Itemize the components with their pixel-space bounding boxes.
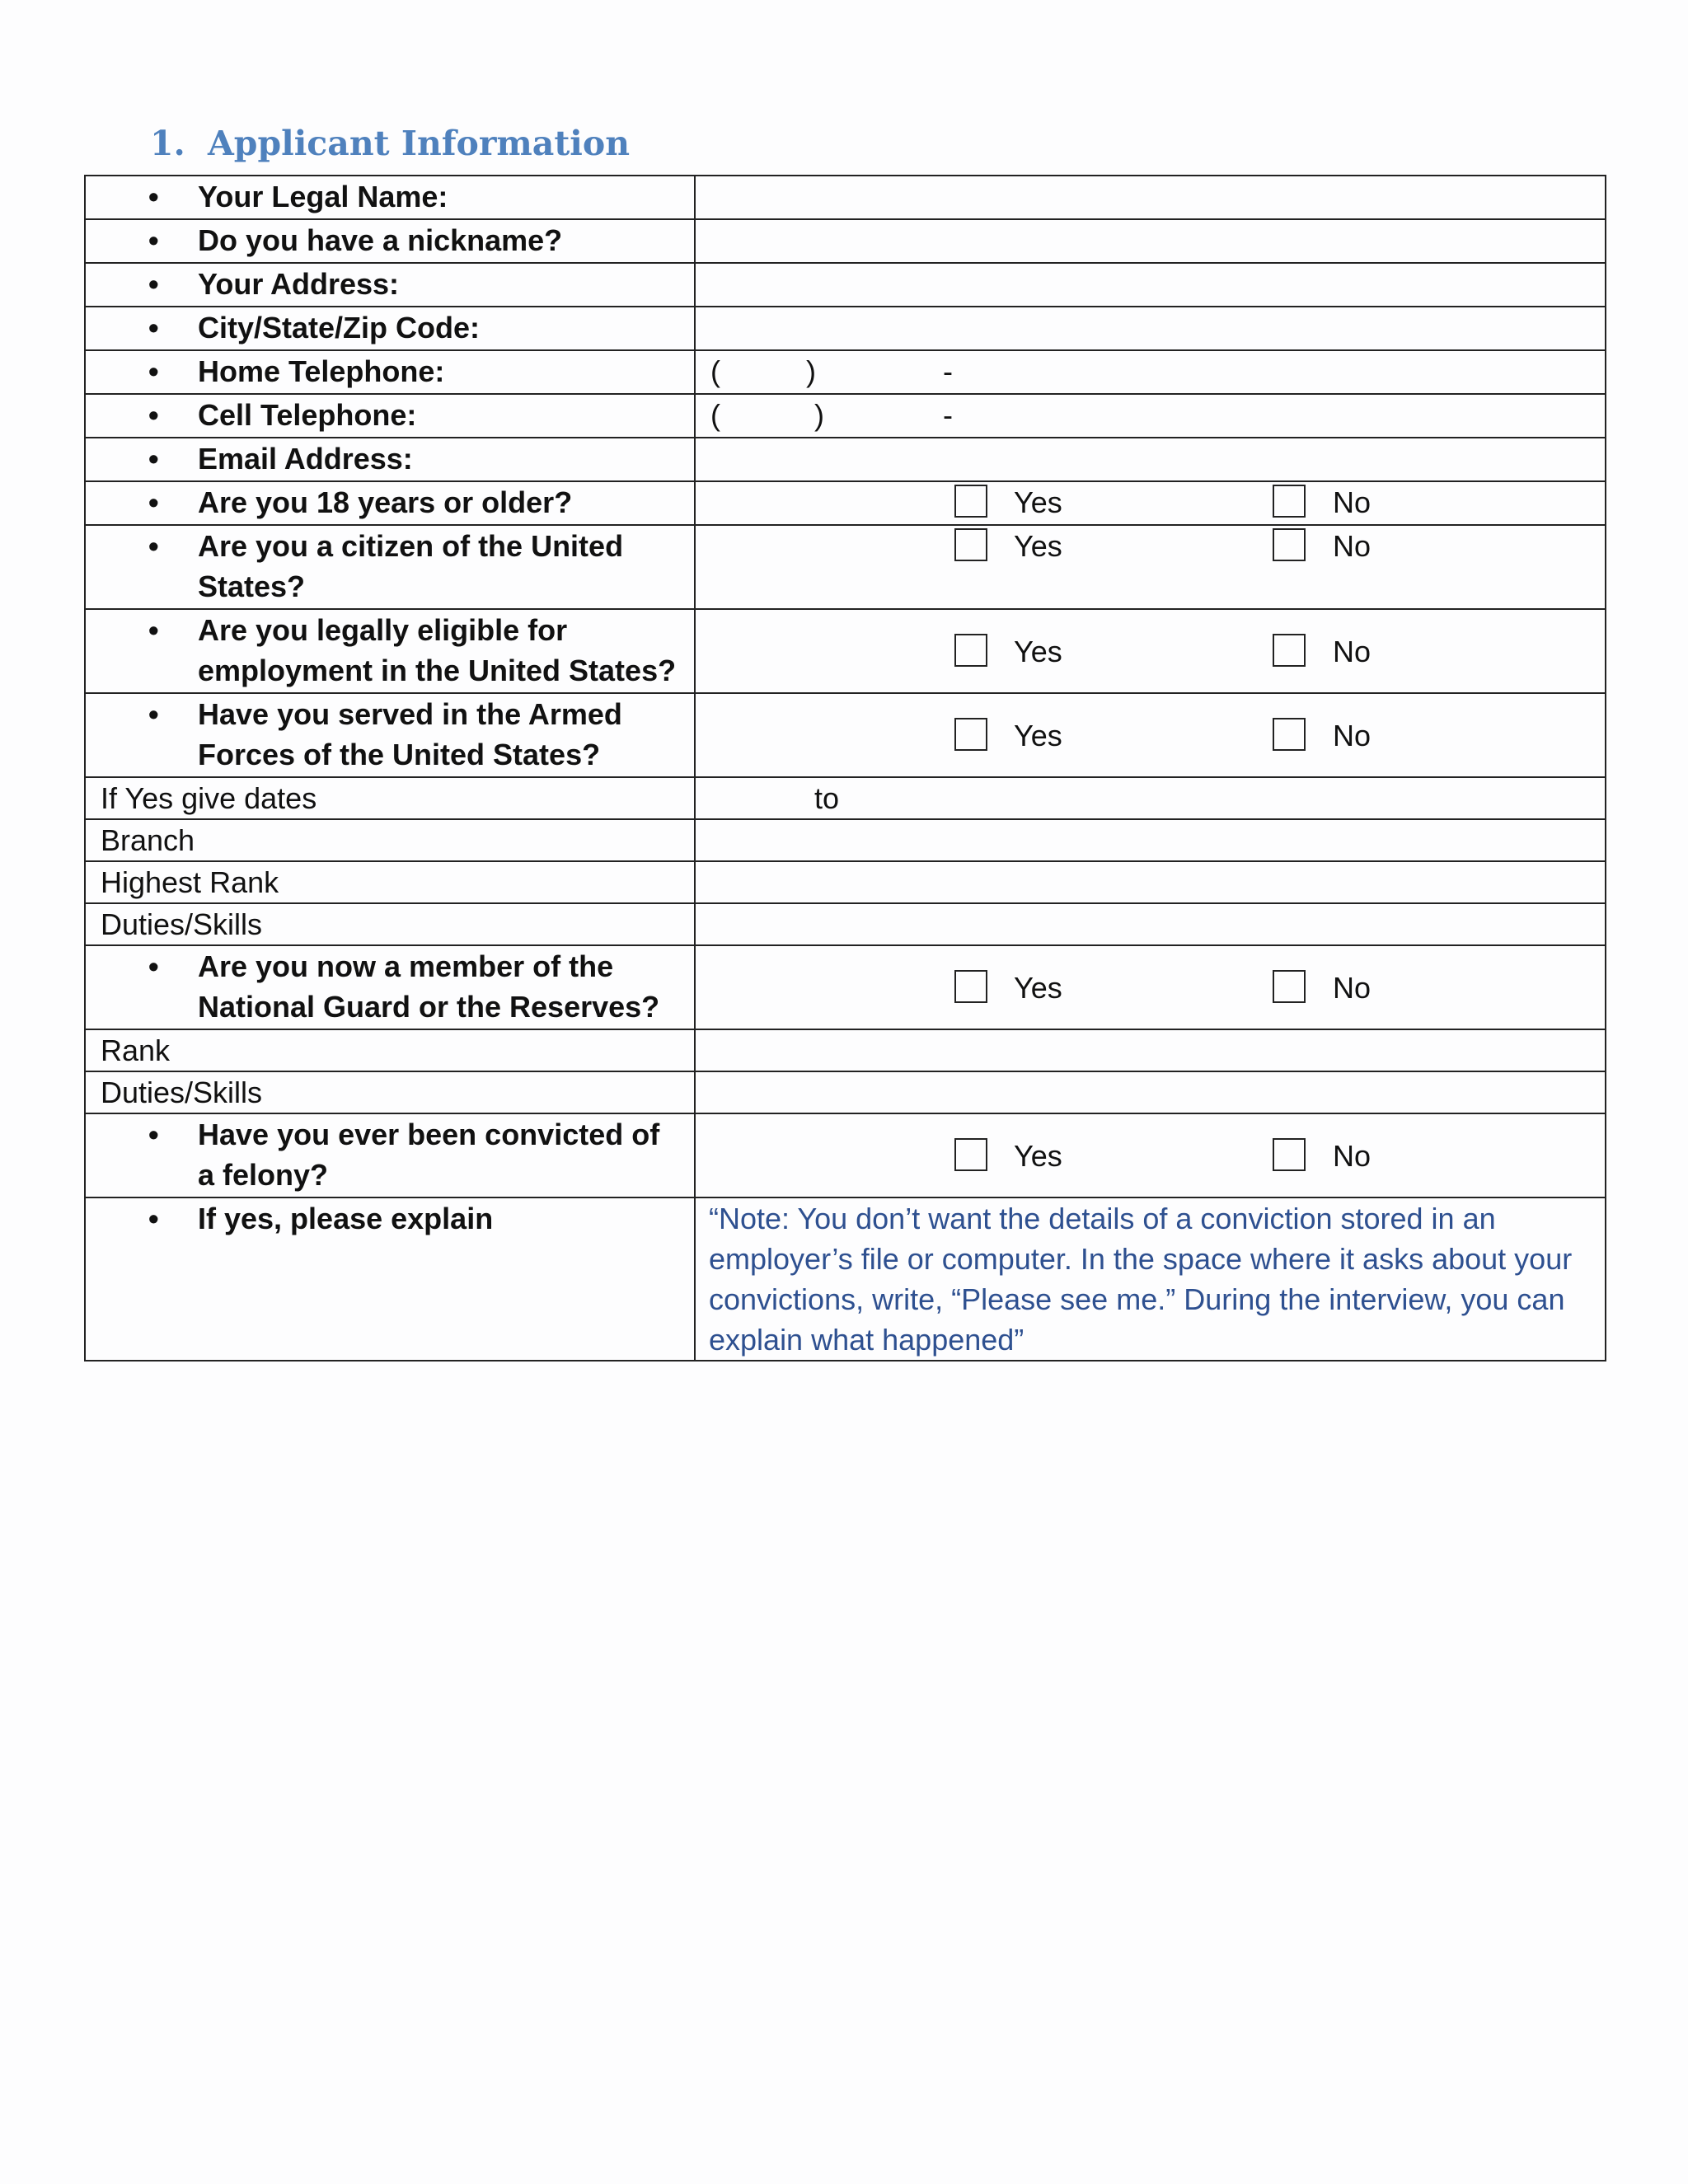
eligible-label: Are you legally eligible for employment in the United States? bbox=[198, 613, 677, 687]
table-row bbox=[85, 1197, 1606, 1361]
yes-label: Yes bbox=[1014, 529, 1062, 563]
explain-field[interactable] bbox=[695, 1197, 1606, 1361]
question-cell bbox=[85, 219, 695, 263]
table-row bbox=[85, 263, 1606, 307]
branch-field[interactable] bbox=[695, 819, 1606, 861]
question-cell bbox=[85, 1029, 695, 1071]
guard-reserves-answer bbox=[695, 945, 1606, 1029]
table-row bbox=[85, 819, 1606, 861]
section-number: 1. bbox=[150, 124, 185, 163]
felony-yes-checkbox[interactable] bbox=[954, 1138, 987, 1171]
question-cell bbox=[85, 1197, 695, 1361]
phone-dash: - bbox=[943, 398, 953, 432]
eligible-no-checkbox[interactable] bbox=[1273, 634, 1306, 667]
guard-reserves-label: Are you now a member of the National Guard or the Reserves? bbox=[198, 949, 660, 1024]
table-row bbox=[85, 481, 1606, 525]
question-cell bbox=[85, 263, 695, 307]
address-field[interactable] bbox=[695, 263, 1606, 307]
phone-open-paren: ( bbox=[710, 398, 720, 432]
question-cell bbox=[85, 481, 695, 525]
armed-forces-yes-checkbox[interactable] bbox=[954, 718, 987, 751]
table-row bbox=[85, 693, 1606, 777]
nickname-field[interactable] bbox=[695, 219, 1606, 263]
table-row bbox=[85, 861, 1606, 903]
table-row bbox=[85, 1113, 1606, 1197]
home-phone-label: Home Telephone: bbox=[198, 354, 445, 388]
eligible-answer bbox=[695, 609, 1606, 693]
cell-phone-label: Cell Telephone: bbox=[198, 398, 417, 432]
explain-label: If yes, please explain bbox=[198, 1202, 494, 1235]
nickname-label: Do you have a nickname? bbox=[198, 223, 563, 257]
question-cell bbox=[85, 609, 695, 693]
highest-rank-label: Highest Rank bbox=[101, 865, 279, 899]
guard-reserves-yes-checkbox[interactable] bbox=[954, 970, 987, 1003]
age-18-answer bbox=[695, 481, 1606, 525]
table-row bbox=[85, 219, 1606, 263]
question-cell bbox=[85, 777, 695, 819]
no-label: No bbox=[1333, 635, 1372, 668]
bullet-icon: • bbox=[148, 529, 159, 563]
question-cell bbox=[85, 903, 695, 945]
citizen-label: Are you a citizen of the United States? bbox=[198, 529, 624, 603]
no-label: No bbox=[1333, 529, 1372, 563]
guard-duties-field[interactable] bbox=[695, 1071, 1606, 1113]
question-cell bbox=[85, 438, 695, 481]
city-state-zip-field[interactable] bbox=[695, 307, 1606, 350]
question-cell bbox=[85, 350, 695, 394]
legal-name-field[interactable] bbox=[695, 176, 1606, 219]
service-dates-field[interactable] bbox=[695, 777, 1606, 819]
question-cell bbox=[85, 176, 695, 219]
bullet-icon: • bbox=[148, 485, 159, 519]
eligible-yes-checkbox[interactable] bbox=[954, 634, 987, 667]
question-cell bbox=[85, 861, 695, 903]
table-row bbox=[85, 903, 1606, 945]
no-label: No bbox=[1333, 719, 1372, 752]
highest-rank-field[interactable] bbox=[695, 861, 1606, 903]
bullet-icon: • bbox=[148, 354, 159, 388]
no-label: No bbox=[1333, 971, 1372, 1005]
age-18-no-checkbox[interactable] bbox=[1273, 485, 1306, 518]
if-yes-dates-label: If Yes give dates bbox=[101, 781, 317, 815]
armed-forces-label: Have you served in the Armed Forces of the United States? bbox=[198, 697, 622, 771]
bullet-icon: • bbox=[148, 311, 159, 344]
citizen-answer bbox=[695, 525, 1606, 609]
phone-open-paren: ( bbox=[710, 354, 720, 388]
section-title bbox=[150, 124, 630, 164]
question-cell bbox=[85, 1113, 695, 1197]
yes-label: Yes bbox=[1014, 719, 1062, 752]
citizen-no-checkbox[interactable] bbox=[1273, 528, 1306, 561]
section-title-text: Applicant Information bbox=[208, 124, 631, 163]
email-label: Email Address: bbox=[198, 442, 413, 476]
bullet-icon: • bbox=[148, 223, 159, 257]
table-row bbox=[85, 394, 1606, 438]
yes-label: Yes bbox=[1014, 485, 1062, 519]
conviction-note: “Note: You don’t want the details of a conviction stored in an employer’s file or computer. In the space where it asks about your convictions, write, “Please see me.” During the interview, you can explain what happened” bbox=[709, 1202, 1573, 1357]
dates-to-label: to bbox=[814, 781, 840, 815]
city-state-zip-label: City/State/Zip Code: bbox=[198, 311, 481, 344]
felony-answer bbox=[695, 1113, 1606, 1197]
phone-dash: - bbox=[943, 354, 953, 388]
table-row bbox=[85, 176, 1606, 219]
table-row bbox=[85, 525, 1606, 609]
bullet-icon: • bbox=[148, 1118, 159, 1151]
age-18-label: Are you 18 years or older? bbox=[198, 485, 573, 519]
armed-forces-no-checkbox[interactable] bbox=[1273, 718, 1306, 751]
email-field[interactable] bbox=[695, 438, 1606, 481]
question-cell bbox=[85, 394, 695, 438]
citizen-yes-checkbox[interactable] bbox=[954, 528, 987, 561]
bullet-icon: • bbox=[148, 398, 159, 432]
bullet-icon: • bbox=[148, 613, 159, 647]
military-duties-field[interactable] bbox=[695, 903, 1606, 945]
felony-no-checkbox[interactable] bbox=[1273, 1138, 1306, 1171]
yes-label: Yes bbox=[1014, 971, 1062, 1005]
table-row bbox=[85, 1071, 1606, 1113]
table-row bbox=[85, 1029, 1606, 1071]
question-cell bbox=[85, 307, 695, 350]
table-row bbox=[85, 945, 1606, 1029]
bullet-icon: • bbox=[148, 1202, 159, 1235]
duties-skills-label: Duties/Skills bbox=[101, 1076, 263, 1109]
cell-phone-field[interactable] bbox=[695, 394, 1606, 438]
phone-close-paren: ) bbox=[806, 354, 816, 388]
question-cell bbox=[85, 945, 695, 1029]
home-phone-field[interactable] bbox=[695, 350, 1606, 394]
table-row bbox=[85, 350, 1606, 394]
bullet-icon: • bbox=[148, 267, 159, 301]
guard-reserves-no-checkbox[interactable] bbox=[1273, 970, 1306, 1003]
duties-skills-label: Duties/Skills bbox=[101, 907, 263, 941]
rank-label: Rank bbox=[101, 1033, 171, 1067]
branch-label: Branch bbox=[101, 823, 195, 857]
phone-close-paren: ) bbox=[814, 398, 824, 432]
table-row bbox=[85, 777, 1606, 819]
bullet-icon: • bbox=[148, 949, 159, 983]
yes-label: Yes bbox=[1014, 635, 1062, 668]
legal-name-label: Your Legal Name: bbox=[198, 180, 448, 213]
no-label: No bbox=[1333, 485, 1372, 519]
table-row bbox=[85, 609, 1606, 693]
question-cell bbox=[85, 819, 695, 861]
bullet-icon: • bbox=[148, 697, 159, 731]
question-cell bbox=[85, 693, 695, 777]
felony-label: Have you ever been convicted of a felony? bbox=[198, 1118, 660, 1192]
yes-label: Yes bbox=[1014, 1139, 1062, 1173]
question-cell bbox=[85, 525, 695, 609]
no-label: No bbox=[1333, 1139, 1372, 1173]
armed-forces-answer bbox=[695, 693, 1606, 777]
address-label: Your Address: bbox=[198, 267, 400, 301]
bullet-icon: • bbox=[148, 180, 159, 213]
question-cell bbox=[85, 1071, 695, 1113]
rank-field[interactable] bbox=[695, 1029, 1606, 1071]
table-row bbox=[85, 307, 1606, 350]
age-18-yes-checkbox[interactable] bbox=[954, 485, 987, 518]
bullet-icon: • bbox=[148, 442, 159, 476]
applicant-info-table bbox=[84, 175, 1606, 1361]
table-row bbox=[85, 438, 1606, 481]
